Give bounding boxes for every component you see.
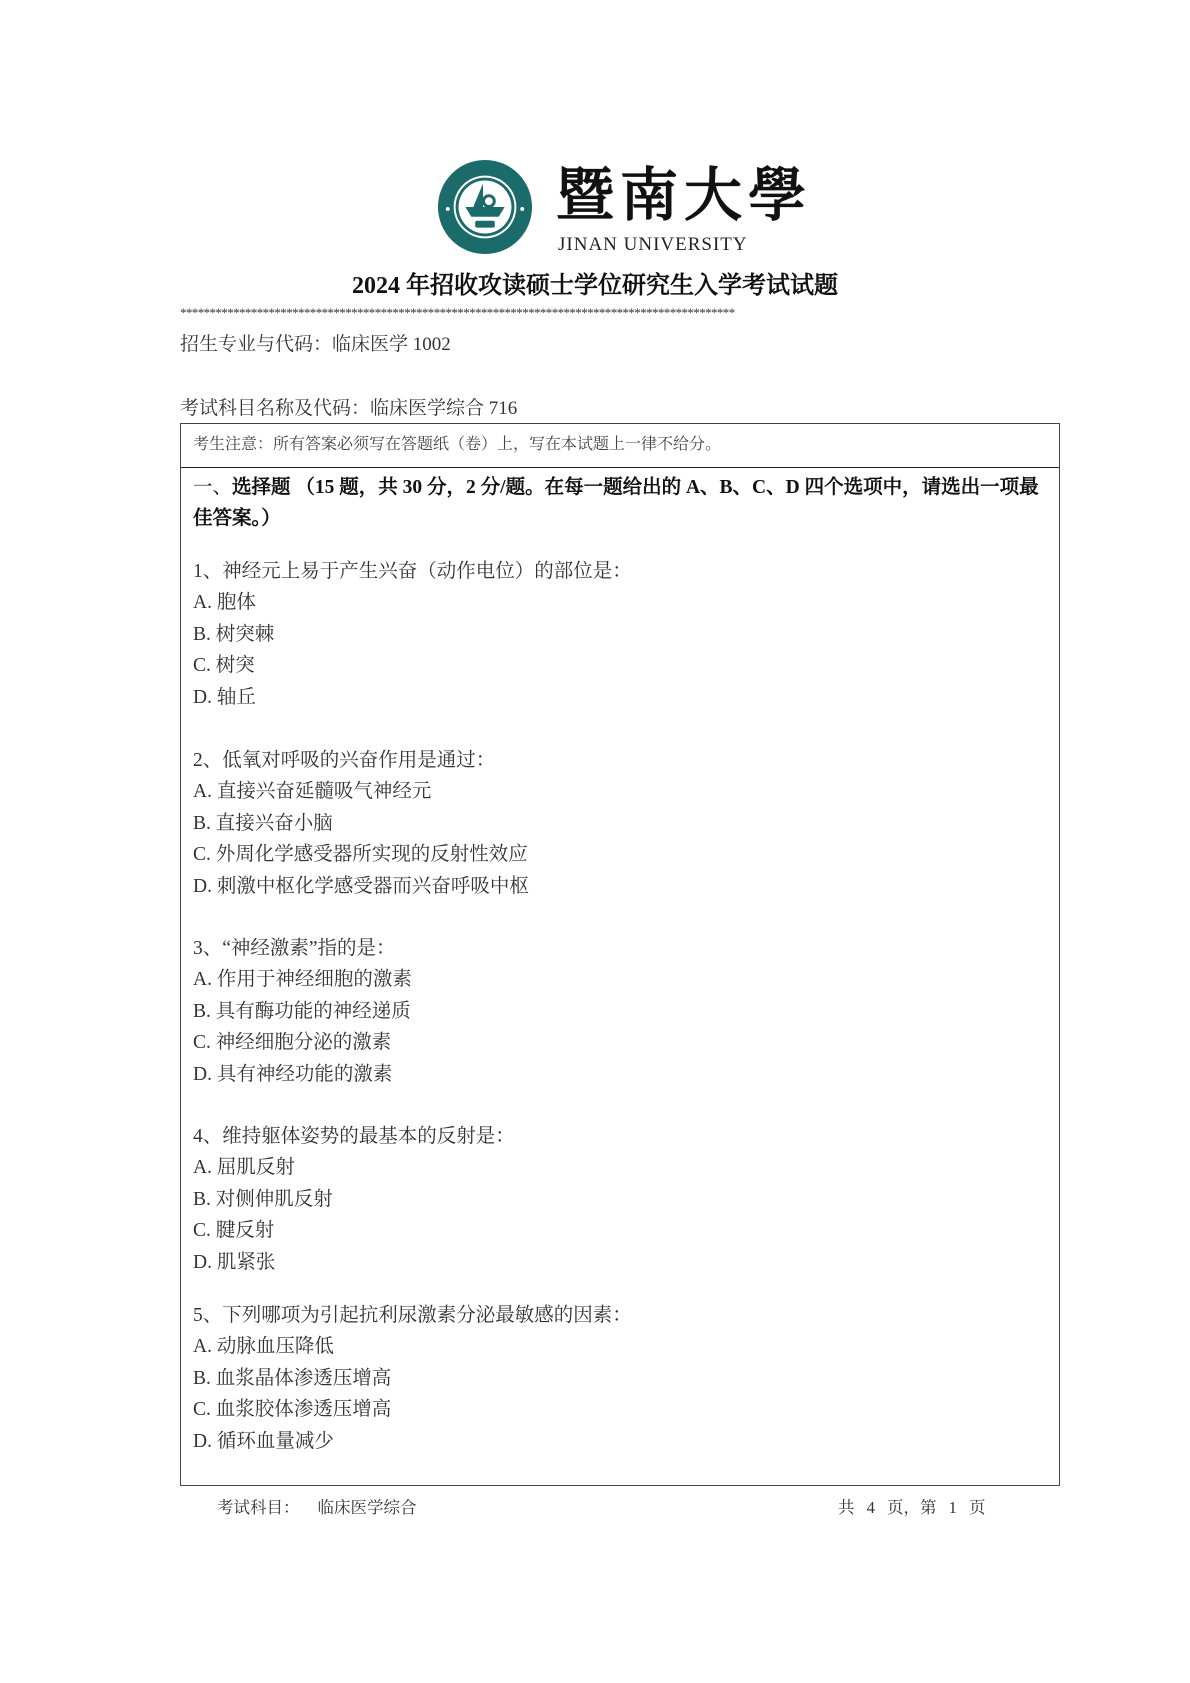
subject-value: 临床医学综合 716 xyxy=(370,398,518,419)
star-divider: ********************************************************************************************** xyxy=(180,305,735,320)
question-1 xyxy=(193,556,1049,713)
option-a: A. 屈肌反射 xyxy=(193,1157,295,1179)
question-5 xyxy=(193,1300,1049,1457)
question-stem: 4、维持躯体姿势的最基本的反射是： xyxy=(193,1126,515,1147)
section-description: （15 题，共 30 分，2 分/题。在每一题给出的 A、B、C、D 四个选项中，请选出一项最佳答案。） xyxy=(193,477,1039,529)
subject-line xyxy=(180,396,517,422)
option-c: C. 神经细胞分泌的激素 xyxy=(193,1032,392,1054)
question-4 xyxy=(193,1121,1049,1278)
footer-subject-label: 考试科目： xyxy=(217,1498,300,1517)
question-stem: 5、下列哪项为引起抗利尿激素分泌最敏感的因素： xyxy=(193,1305,632,1326)
option-c: C. 腱反射 xyxy=(193,1220,275,1242)
footer-page-info: 共 4 页，第 1 页 xyxy=(838,1498,986,1517)
university-name-en: JINAN UNIVERSITY xyxy=(558,234,748,255)
major-label: 招生专业与代码： xyxy=(180,334,333,355)
option-b: B. 树突棘 xyxy=(193,623,275,645)
candidate-notice: 考生注意：所有答案必须写在答题纸（卷）上，写在本试题上一律不给分。 xyxy=(181,424,1059,468)
university-seal-icon xyxy=(436,158,534,256)
question-3 xyxy=(193,933,1049,1090)
option-b: B. 对侧伸肌反射 xyxy=(193,1188,333,1210)
option-c: C. 树突 xyxy=(193,655,255,677)
section-heading xyxy=(193,472,1049,534)
option-d: D. 具有神经功能的激素 xyxy=(193,1063,393,1085)
option-c: C. 外周化学感受器所实现的反射性效应 xyxy=(193,844,528,866)
section-title: 选择题 xyxy=(232,477,296,498)
subject-label: 考试科目名称及代码： xyxy=(180,398,371,419)
university-name-cn: 暨南大學 xyxy=(556,161,813,229)
option-a: A. 胞体 xyxy=(193,592,256,614)
question-stem: 3、“神经激素”指的是： xyxy=(193,938,396,959)
exam-content-box xyxy=(180,423,1060,1486)
option-d: D. 循环血量减少 xyxy=(193,1430,334,1452)
option-b: B. 血浆晶体渗透压增高 xyxy=(193,1367,392,1389)
major-line xyxy=(180,332,451,358)
footer-subject-value: 临床医学综合 xyxy=(317,1498,417,1517)
question-stem: 1、神经元上易于产生兴奋（动作电位）的部位是： xyxy=(193,561,632,582)
option-d: D. 肌紧张 xyxy=(193,1251,276,1273)
question-stem: 2、低氧对呼吸的兴奋作用是通过： xyxy=(193,750,496,771)
option-a: A. 直接兴奋延髓吸气神经元 xyxy=(193,781,432,803)
major-value: 临床医学 1002 xyxy=(332,334,451,355)
section-prefix: 一、 xyxy=(193,477,233,498)
footer-subject xyxy=(217,1496,417,1520)
option-c: C. 血浆胶体渗透压增高 xyxy=(193,1399,392,1421)
option-d: D. 刺激中枢化学感受器而兴奋呼吸中枢 xyxy=(193,875,529,897)
option-b: B. 具有酶功能的神经递质 xyxy=(193,1000,411,1022)
option-b: B. 直接兴奋小脑 xyxy=(193,812,333,834)
question-2 xyxy=(193,745,1049,902)
option-a: A. 作用于神经细胞的激素 xyxy=(193,969,412,991)
option-d: D. 轴丘 xyxy=(193,686,256,708)
university-logo xyxy=(436,158,813,258)
exam-title: 2024 年招收攻读硕士学位研究生入学考试试题 xyxy=(352,273,838,299)
option-a: A. 动脉血压降低 xyxy=(193,1336,334,1358)
